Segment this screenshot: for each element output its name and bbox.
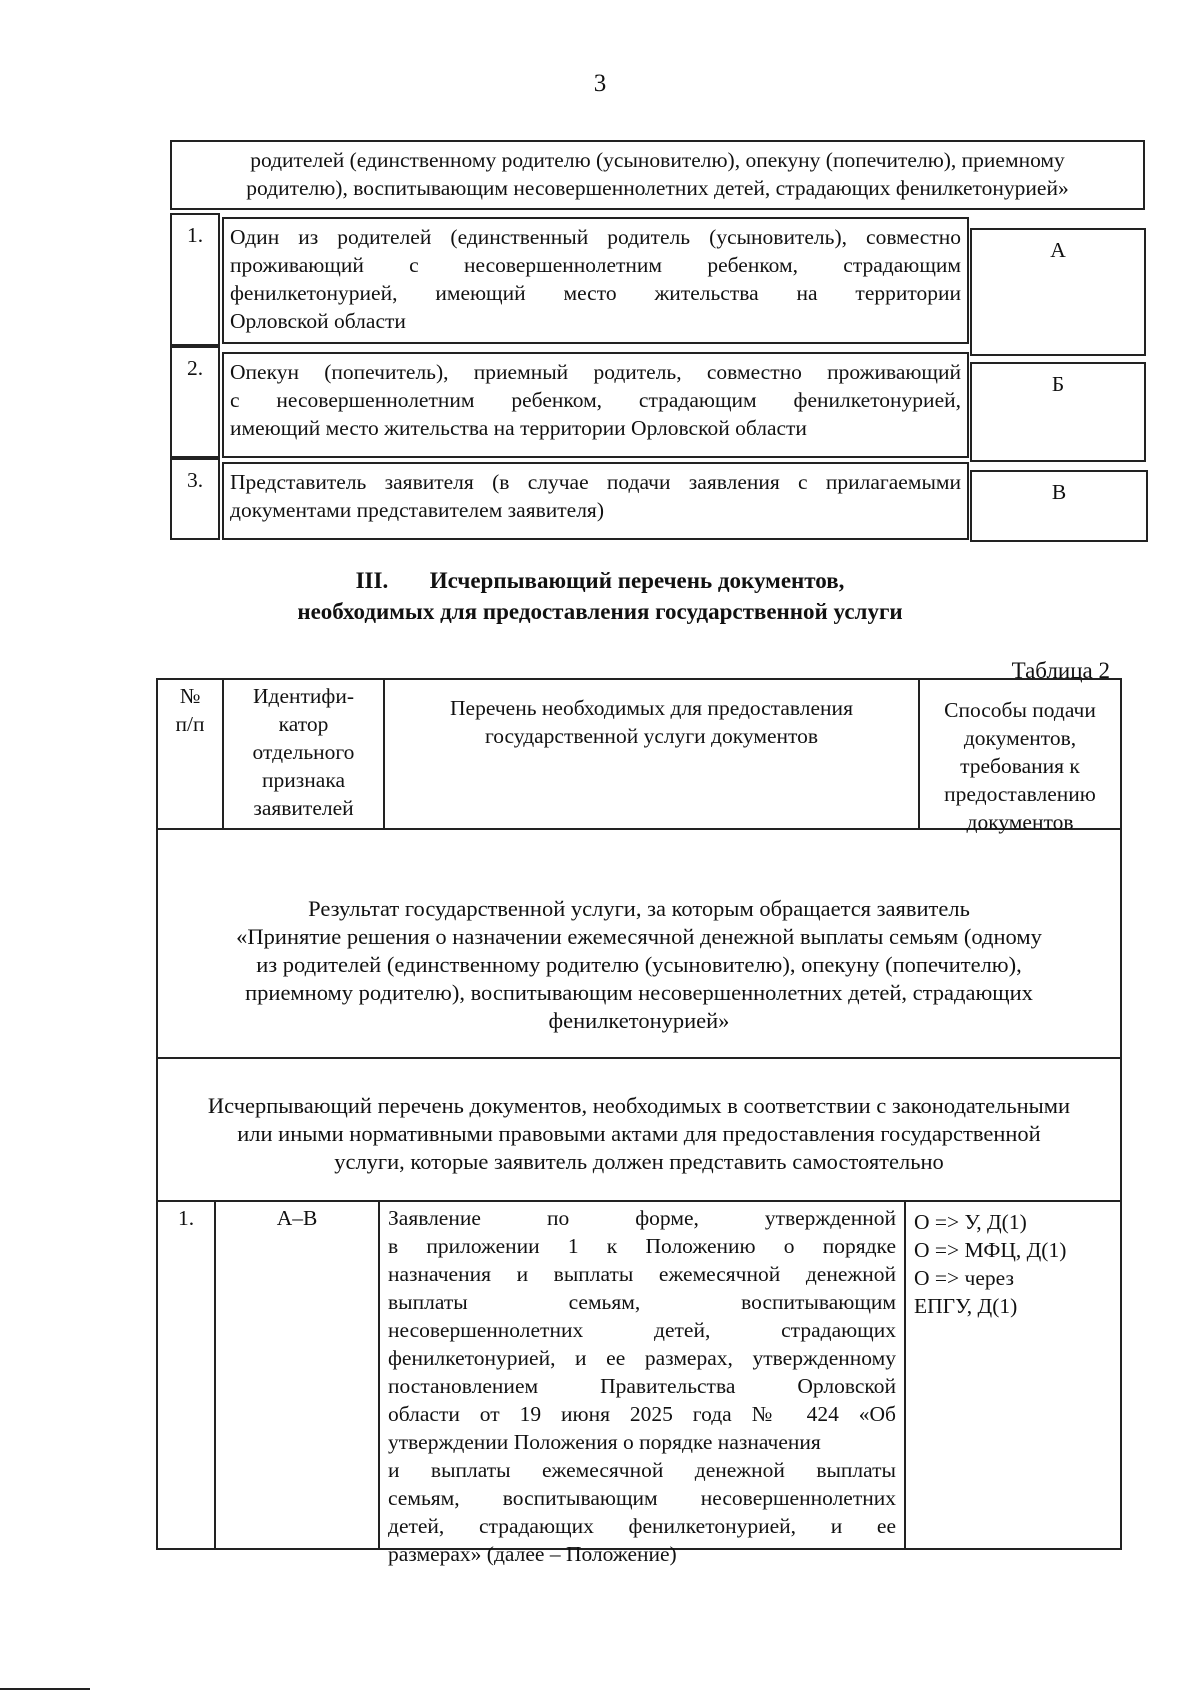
- header-number-line-1: №: [179, 684, 201, 708]
- section-3-roman-numeral: III.: [355, 568, 389, 593]
- doc-line-1: Заявление по форме, утвержденной: [388, 1206, 896, 1230]
- applicant-row-1-line-4: Орловской области: [230, 309, 406, 333]
- table-2-list-divider: [156, 1200, 1122, 1202]
- method-line-3: О => через: [914, 1266, 1014, 1290]
- document-row-1-identifier: А–В: [276, 1206, 318, 1230]
- applicant-row-1-description: [222, 217, 969, 344]
- applicant-row-3-code: В: [970, 470, 1148, 542]
- applicant-row-2-number: 2.: [170, 346, 220, 458]
- document-row-1-description: [388, 1204, 896, 1568]
- doc-line-5: несовершеннолетних детей, страдающих: [388, 1318, 896, 1342]
- header-methods-line-3: требования к: [960, 754, 1080, 778]
- footnote-rule: [0, 1688, 90, 1690]
- table-2-result-block: [158, 895, 1120, 1035]
- applicant-row-1-line-3: фенилкетонурией, имеющий место жительства на территории: [230, 281, 961, 305]
- applicant-row-2-description: [222, 352, 969, 458]
- table-1-continued-header: [170, 140, 1145, 210]
- doc-line-11: семьям, воспитывающим несовершеннолетних: [388, 1486, 896, 1510]
- doc-line-3: назначения и выплаты ежемесячной денежной: [388, 1262, 896, 1286]
- table-2-caption: Таблица 2: [1011, 658, 1110, 683]
- table-2-list-block: [158, 1092, 1120, 1176]
- table-2-result-divider: [156, 1057, 1122, 1059]
- section-3-title-line-1: [0, 566, 1200, 596]
- table-2-header-number: [158, 682, 222, 738]
- section-3-title-line-2: необходимых для предоставления государственной услуги: [297, 599, 903, 624]
- document-row-1-methods: [914, 1208, 1118, 1320]
- header-document-list-line-2: государственной услуги документов: [484, 724, 819, 748]
- doc-line-6: фенилкетонурией, и ее размерах, утвержденному: [388, 1346, 896, 1370]
- applicant-row-3-line-1: Представитель заявителя (в случае подачи заявления с прилагаемыми: [230, 470, 961, 494]
- applicant-row-3-number: 3.: [170, 458, 220, 540]
- list-line-3: услуги, которые заявитель должен представить самостоятельно: [334, 1149, 944, 1174]
- continued-header-line-2: родителю), воспитывающим несовершеннолетних детей, страдающих фенилкетонурией»: [246, 176, 1069, 200]
- header-methods-line-5: документов: [966, 810, 1074, 834]
- method-line-4: ЕПГУ, Д(1): [914, 1294, 1018, 1318]
- method-line-1: О => У, Д(1): [914, 1210, 1027, 1234]
- header-identifier-line-4: признака: [262, 768, 345, 792]
- doc-line-7: постановлением Правительства Орловской: [388, 1374, 896, 1398]
- doc-line-4: выплаты семьям, воспитывающим: [388, 1290, 896, 1314]
- method-line-2: О => МФЦ, Д(1): [914, 1238, 1067, 1262]
- result-line-3: из родителей (единственному родителю (усыновителю), опекуну (попечителю),: [256, 952, 1022, 977]
- document-row-1-number: 1.: [177, 1206, 195, 1230]
- applicant-row-3-description: [222, 462, 969, 540]
- applicant-row-2-line-3: имеющий место жительства на территории Орловской области: [230, 416, 807, 440]
- doc-line-12: детей, страдающих фенилкетонурией, и ее: [388, 1514, 896, 1538]
- header-identifier-line-3: отдельного: [252, 740, 355, 764]
- table-2-header-methods: [920, 696, 1120, 836]
- header-methods-line-2: документов,: [963, 726, 1077, 750]
- header-identifier-line-5: заявителей: [253, 796, 354, 820]
- result-line-4: приемному родителю), воспитывающим несовершеннолетних детей, страдающих: [245, 980, 1033, 1005]
- page-number: 3: [593, 70, 607, 97]
- doc-line-10: и выплаты ежемесячной денежной выплаты: [388, 1458, 896, 1482]
- doc-line-13: размерах» (далее – Положение): [388, 1542, 677, 1566]
- header-identifier-line-2: катор: [278, 712, 329, 736]
- table-2-body-col-3: [904, 1200, 906, 1550]
- header-number-line-2: п/п: [175, 712, 205, 736]
- doc-line-9: утверждении Положения о порядке назначения: [388, 1430, 821, 1454]
- header-methods-line-4: предоставлению: [944, 782, 1096, 806]
- applicant-row-1-line-1: Один из родителей (единственный родитель (усыновитель), совместно: [230, 225, 961, 249]
- table-2-header-identifier: [224, 682, 383, 822]
- applicant-row-1-line-2: проживающий с несовершеннолетним ребенком, страдающим: [230, 253, 961, 277]
- applicant-row-1-number: 1.: [170, 213, 220, 346]
- applicant-row-1-code: А: [970, 228, 1146, 356]
- continued-header-line-1: родителей (единственному родителю (усыновителю), опекуну (попечителю), приемному: [250, 148, 1065, 172]
- header-identifier-line-1: Идентифи-: [252, 684, 354, 708]
- section-3-title-text: Исчерпывающий перечень документов,: [429, 568, 845, 593]
- table-2-header-document-list: [385, 694, 918, 750]
- table-2-body-col-1: [214, 1200, 216, 1550]
- applicant-row-2-code: Б: [970, 362, 1146, 462]
- list-line-1: Исчерпывающий перечень документов, необходимых в соответствии с законодательными: [207, 1093, 1071, 1118]
- applicant-row-3-line-2: документами представителем заявителя): [230, 498, 604, 522]
- header-document-list-line-1: Перечень необходимых для предоставления: [450, 696, 853, 720]
- header-methods-line-1: Способы подачи: [944, 698, 1096, 722]
- applicant-row-2-line-1: Опекун (попечитель), приемный родитель, совместно проживающий: [230, 360, 961, 384]
- applicant-row-2-line-2: с несовершеннолетним ребенком, страдающим фенилкетонурией,: [230, 388, 961, 412]
- doc-line-8: области от 19 июня 2025 года № 424 «Об: [388, 1402, 896, 1426]
- result-line-5: фенилкетонурией»: [548, 1008, 730, 1033]
- result-line-2: «Принятие решения о назначении ежемесячной денежной выплаты семьям (одному: [236, 924, 1042, 949]
- list-line-2: или иными нормативными правовыми актами для предоставления государственной: [237, 1121, 1041, 1146]
- table-2-body-col-2: [378, 1200, 380, 1550]
- result-line-1: Результат государственной услуги, за которым обращается заявитель: [308, 896, 970, 921]
- doc-line-2: в приложении 1 к Положению о порядке: [388, 1234, 896, 1258]
